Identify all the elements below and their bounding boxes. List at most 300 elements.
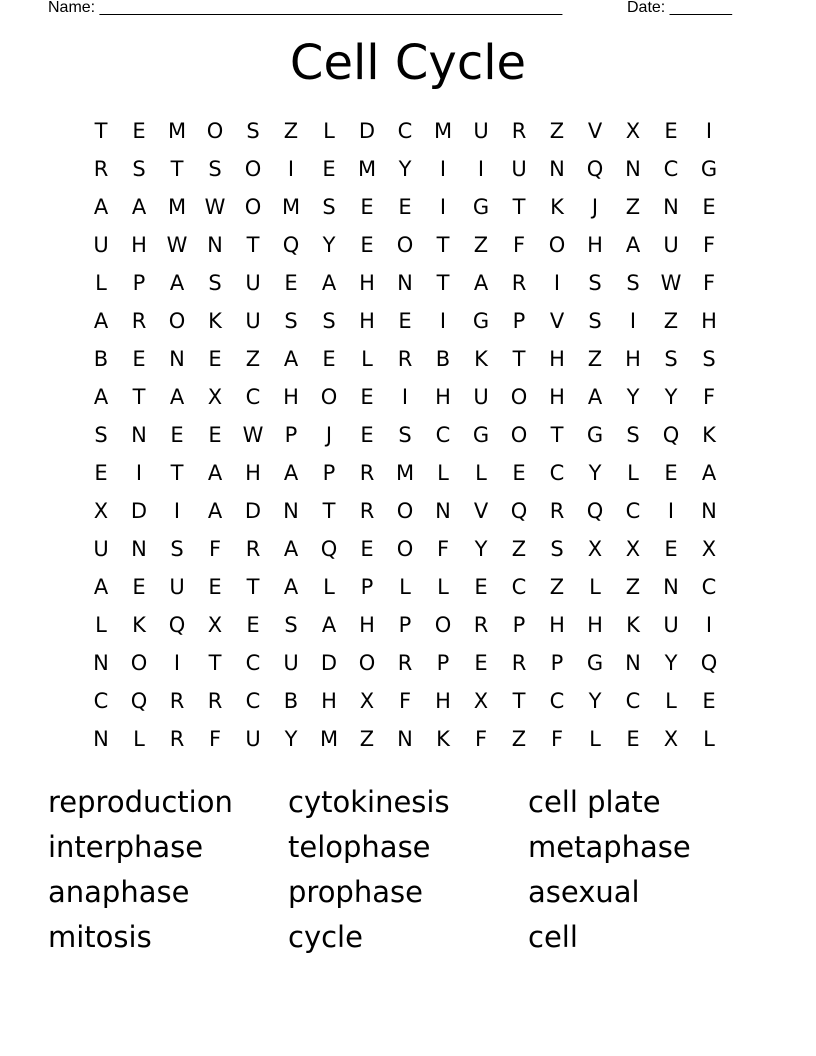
grid-letter: H xyxy=(625,347,641,371)
grid-letter: A xyxy=(625,233,641,257)
grid-letter: P xyxy=(512,309,526,333)
grid-letter: E xyxy=(702,689,716,713)
grid-letter: Q xyxy=(282,233,300,257)
grid-letter: I xyxy=(173,651,181,675)
grid-letter: I xyxy=(705,119,713,143)
grid-letter: V xyxy=(473,499,489,523)
grid-letter: S xyxy=(284,613,298,637)
grid-letter: P xyxy=(284,423,298,447)
grid-letter: R xyxy=(207,689,223,713)
grid-letter: S xyxy=(208,271,222,295)
grid-letter: O xyxy=(320,385,338,409)
grid-letter: R xyxy=(359,499,375,523)
grid-letter: E xyxy=(208,423,222,447)
grid-letter: R xyxy=(511,271,527,295)
grid-letter: E xyxy=(246,613,260,637)
grid-letter: E xyxy=(398,309,412,333)
grid-letter: H xyxy=(435,385,451,409)
grid-letter: F xyxy=(208,727,222,751)
grid-letter: A xyxy=(131,195,147,219)
grid-letter: R xyxy=(397,651,413,675)
grid-row xyxy=(82,226,734,264)
grid-letter: Y xyxy=(322,233,336,257)
grid-letter: T xyxy=(246,233,260,257)
grid-letter: Z xyxy=(625,195,641,219)
grid-letter: M xyxy=(167,119,187,143)
grid-letter: K xyxy=(208,309,222,333)
grid-letter: X xyxy=(625,119,641,143)
grid-letter: Z xyxy=(549,119,565,143)
grid-letter: Z xyxy=(359,727,375,751)
grid-letter: N xyxy=(131,537,147,561)
grid-letter: K xyxy=(702,423,716,447)
grid-letter: H xyxy=(359,309,375,333)
grid-letter: S xyxy=(208,157,222,181)
grid-letter: R xyxy=(169,689,185,713)
grid-letter: E xyxy=(322,347,336,371)
grid-letter: Q xyxy=(168,613,186,637)
grid-letter: C xyxy=(245,651,261,675)
grid-letter: M xyxy=(433,119,453,143)
grid-letter: X xyxy=(473,689,489,713)
grid-letter: H xyxy=(245,461,261,485)
grid-letter: S xyxy=(284,309,298,333)
grid-letter: M xyxy=(357,157,377,181)
grid-letter: T xyxy=(94,119,108,143)
grid-letter: H xyxy=(587,233,603,257)
grid-letter: D xyxy=(320,651,338,675)
grid-letter: R xyxy=(511,119,527,143)
grid-letter: Y xyxy=(588,461,602,485)
grid-letter: A xyxy=(473,271,489,295)
grid-letter: Y xyxy=(626,385,640,409)
grid-letter: S xyxy=(664,347,678,371)
grid-letter: H xyxy=(549,613,565,637)
grid-letter: M xyxy=(281,195,301,219)
grid-letter: M xyxy=(395,461,415,485)
grid-letter: C xyxy=(663,157,679,181)
grid-letter: I xyxy=(553,271,561,295)
grid-letter: A xyxy=(93,195,109,219)
word-bank-item: anaphase xyxy=(48,875,190,909)
grid-letter: G xyxy=(586,423,604,447)
grid-letter: O xyxy=(396,233,414,257)
grid-letter: U xyxy=(473,385,489,409)
grid-letter: S xyxy=(626,423,640,447)
grid-letter: Q xyxy=(510,499,528,523)
grid-letter: N xyxy=(131,423,147,447)
grid-letter: H xyxy=(283,385,299,409)
grid-letter: C xyxy=(511,575,527,599)
grid-letter: N xyxy=(93,727,109,751)
grid-letter: E xyxy=(664,119,678,143)
grid-letter: X xyxy=(207,385,223,409)
grid-letter: C xyxy=(549,461,565,485)
grid-letter: T xyxy=(208,651,222,675)
date-line: Date: _______ xyxy=(627,0,732,16)
grid-letter: A xyxy=(283,347,299,371)
grid-letter: P xyxy=(512,613,526,637)
grid-letter: N xyxy=(435,499,451,523)
grid-letter: S xyxy=(132,157,146,181)
grid-letter: A xyxy=(283,461,299,485)
grid-letter: A xyxy=(207,499,223,523)
grid-letter: P xyxy=(398,613,412,637)
grid-letter: O xyxy=(130,651,148,675)
grid-letter: U xyxy=(473,119,489,143)
grid-letter: A xyxy=(93,385,109,409)
grid-letter: R xyxy=(473,613,489,637)
grid-letter: O xyxy=(548,233,566,257)
grid-row xyxy=(82,302,734,340)
grid-letter: N xyxy=(283,499,299,523)
grid-letter: U xyxy=(511,157,527,181)
grid-letter: K xyxy=(474,347,488,371)
grid-letter: Y xyxy=(588,689,602,713)
grid-letter: G xyxy=(472,423,490,447)
grid-letter: O xyxy=(168,309,186,333)
grid-letter: F xyxy=(398,689,412,713)
grid-letter: K xyxy=(550,195,564,219)
grid-letter: X xyxy=(625,537,641,561)
grid-letter: J xyxy=(325,423,333,447)
grid-letter: T xyxy=(170,461,184,485)
grid-letter: Z xyxy=(511,537,527,561)
grid-letter: K xyxy=(626,613,640,637)
grid-letter: Z xyxy=(511,727,527,751)
grid-letter: S xyxy=(322,195,336,219)
grid-letter: H xyxy=(701,309,717,333)
grid-letter: S xyxy=(702,347,716,371)
grid-letter: A xyxy=(321,613,337,637)
grid-row xyxy=(82,606,734,644)
grid-row xyxy=(82,720,734,758)
grid-letter: Z xyxy=(473,233,489,257)
grid-letter: D xyxy=(244,499,262,523)
grid-letter: G xyxy=(472,195,490,219)
grid-letter: O xyxy=(244,157,262,181)
grid-row xyxy=(82,682,734,720)
grid-letter: A xyxy=(93,575,109,599)
grid-letter: B xyxy=(435,347,451,371)
grid-letter: A xyxy=(169,271,185,295)
grid-letter: N xyxy=(93,651,109,675)
grid-letter: R xyxy=(245,537,261,561)
grid-row xyxy=(82,188,734,226)
grid-letter: C xyxy=(701,575,717,599)
grid-letter: U xyxy=(169,575,185,599)
grid-letter: Q xyxy=(700,651,718,675)
grid-letter: T xyxy=(246,575,260,599)
grid-letter: N xyxy=(625,651,641,675)
grid-letter: S xyxy=(322,309,336,333)
grid-letter: C xyxy=(93,689,109,713)
grid-letter: C xyxy=(245,689,261,713)
grid-letter: T xyxy=(436,233,450,257)
grid-letter: X xyxy=(359,689,375,713)
grid-letter: I xyxy=(439,195,447,219)
grid-row xyxy=(82,492,734,530)
grid-letter: H xyxy=(321,689,337,713)
grid-letter: W xyxy=(166,233,188,257)
grid-letter: Y xyxy=(664,651,678,675)
grid-letter: A xyxy=(321,271,337,295)
grid-letter: L xyxy=(95,613,107,637)
grid-letter: P xyxy=(550,651,564,675)
grid-letter: T xyxy=(170,157,184,181)
grid-letter: H xyxy=(435,689,451,713)
grid-letter: I xyxy=(629,309,637,333)
grid-letter: U xyxy=(663,613,679,637)
grid-letter: N xyxy=(549,157,565,181)
grid-letter: Q xyxy=(586,499,604,523)
word-bank xyxy=(0,780,816,970)
grid-letter: I xyxy=(135,461,143,485)
grid-letter: A xyxy=(587,385,603,409)
grid-row xyxy=(82,530,734,568)
grid-letter: B xyxy=(283,689,299,713)
grid-letter: E xyxy=(94,461,108,485)
grid-letter: G xyxy=(700,157,718,181)
grid-letter: U xyxy=(283,651,299,675)
grid-letter: R xyxy=(131,309,147,333)
grid-letter: A xyxy=(93,309,109,333)
word-bank-item: cell plate xyxy=(528,785,661,819)
word-bank-item: reproduction xyxy=(48,785,233,819)
grid-letter: A xyxy=(701,461,717,485)
grid-letter: Z xyxy=(625,575,641,599)
grid-letter: E xyxy=(360,385,374,409)
grid-letter: E xyxy=(284,271,298,295)
grid-letter: W xyxy=(242,423,264,447)
grid-letter: T xyxy=(550,423,564,447)
grid-letter: M xyxy=(319,727,339,751)
grid-letter: Y xyxy=(284,727,298,751)
grid-row xyxy=(82,568,734,606)
grid-letter: D xyxy=(358,119,376,143)
word-bank-item: mitosis xyxy=(48,920,152,954)
grid-letter: W xyxy=(660,271,682,295)
grid-letter: C xyxy=(549,689,565,713)
grid-letter: N xyxy=(397,727,413,751)
grid-letter: H xyxy=(131,233,147,257)
grid-letter: S xyxy=(588,309,602,333)
grid-letter: Q xyxy=(320,537,338,561)
grid-letter: L xyxy=(475,461,487,485)
grid-letter: N xyxy=(397,271,413,295)
grid-letter: E xyxy=(626,727,640,751)
grid-letter: L xyxy=(589,575,601,599)
page-title: Cell Cycle xyxy=(289,35,527,91)
grid-letter: S xyxy=(246,119,260,143)
grid-row xyxy=(82,378,734,416)
grid-letter: N xyxy=(663,195,679,219)
grid-letter: N xyxy=(169,347,185,371)
grid-letter: N xyxy=(625,157,641,181)
grid-letter: X xyxy=(587,537,603,561)
grid-letter: A xyxy=(207,461,223,485)
grid-letter: N xyxy=(663,575,679,599)
grid-letter: E xyxy=(360,195,374,219)
grid-letter: I xyxy=(173,499,181,523)
grid-letter: R xyxy=(511,651,527,675)
grid-letter: L xyxy=(437,461,449,485)
grid-letter: T xyxy=(512,195,526,219)
grid-letter: U xyxy=(663,233,679,257)
grid-letter: S xyxy=(626,271,640,295)
grid-letter: L xyxy=(95,271,107,295)
grid-letter: E xyxy=(360,537,374,561)
grid-letter: U xyxy=(245,309,261,333)
grid-letter: O xyxy=(244,195,262,219)
grid-letter: H xyxy=(549,347,565,371)
grid-letter: E xyxy=(474,575,488,599)
grid-letter: L xyxy=(703,727,715,751)
word-bank-item: cell xyxy=(528,920,578,954)
grid-letter: F xyxy=(208,537,222,561)
grid-letter: W xyxy=(204,195,226,219)
grid-letter: E xyxy=(208,347,222,371)
grid-letter: N xyxy=(207,233,223,257)
grid-letter: S xyxy=(588,271,602,295)
grid-row xyxy=(82,112,734,150)
grid-letter: F xyxy=(702,233,716,257)
grid-letter: C xyxy=(435,423,451,447)
word-bank-item: telophase xyxy=(288,830,431,864)
grid-letter: H xyxy=(359,613,375,637)
grid-letter: E xyxy=(322,157,336,181)
grid-letter: I xyxy=(287,157,295,181)
grid-letter: O xyxy=(510,385,528,409)
grid-letter: C xyxy=(397,119,413,143)
grid-letter: T xyxy=(322,499,336,523)
grid-letter: E xyxy=(664,461,678,485)
grid-letter: I xyxy=(477,157,485,181)
grid-letter: P xyxy=(322,461,336,485)
grid-letter: N xyxy=(701,499,717,523)
grid-letter: R xyxy=(169,727,185,751)
grid-row xyxy=(82,150,734,188)
grid-letter: L xyxy=(437,575,449,599)
grid-letter: O xyxy=(434,613,452,637)
grid-letter: E xyxy=(132,119,146,143)
grid-letter: F xyxy=(512,233,526,257)
grid-letter: F xyxy=(474,727,488,751)
grid-letter: X xyxy=(701,537,717,561)
grid-letter: I xyxy=(705,613,713,637)
grid-letter: O xyxy=(396,499,414,523)
grid-letter: C xyxy=(625,689,641,713)
grid-letter: Y xyxy=(664,385,678,409)
grid-letter: E xyxy=(398,195,412,219)
grid-letter: Q xyxy=(662,423,680,447)
grid-letter: R xyxy=(359,461,375,485)
grid-letter: T xyxy=(512,347,526,371)
grid-letter: I xyxy=(667,499,675,523)
grid-letter: E xyxy=(208,575,222,599)
grid-letter: S xyxy=(170,537,184,561)
grid-letter: I xyxy=(401,385,409,409)
grid-row xyxy=(82,416,734,454)
word-bank-item: metaphase xyxy=(528,830,691,864)
grid-letter: E xyxy=(702,195,716,219)
grid-letter: L xyxy=(323,575,335,599)
grid-row xyxy=(82,264,734,302)
grid-letter: O xyxy=(510,423,528,447)
grid-letter: R xyxy=(93,157,109,181)
grid-letter: K xyxy=(132,613,146,637)
grid-letter: T xyxy=(512,689,526,713)
grid-letter: C xyxy=(245,385,261,409)
grid-letter: O xyxy=(358,651,376,675)
grid-letter: L xyxy=(133,727,145,751)
grid-letter: D xyxy=(130,499,148,523)
word-bank-item: asexual xyxy=(528,875,640,909)
grid-letter: V xyxy=(587,119,603,143)
grid-letter: L xyxy=(323,119,335,143)
grid-letter: A xyxy=(283,537,299,561)
grid-letter: Q xyxy=(130,689,148,713)
grid-letter: Z xyxy=(283,119,299,143)
grid-letter: E xyxy=(664,537,678,561)
grid-letter: Q xyxy=(586,157,604,181)
letter-grid xyxy=(82,112,734,760)
grid-letter: U xyxy=(93,233,109,257)
grid-letter: Z xyxy=(587,347,603,371)
word-bank-item: cytokinesis xyxy=(288,785,450,819)
grid-letter: R xyxy=(397,347,413,371)
grid-letter: T xyxy=(132,385,146,409)
grid-letter: G xyxy=(472,309,490,333)
grid-letter: F xyxy=(436,537,450,561)
grid-letter: S xyxy=(94,423,108,447)
grid-letter: E xyxy=(132,575,146,599)
grid-letter: G xyxy=(586,651,604,675)
grid-letter: C xyxy=(625,499,641,523)
grid-letter: H xyxy=(549,385,565,409)
grid-letter: V xyxy=(549,309,565,333)
grid-letter: L xyxy=(665,689,677,713)
grid-letter: M xyxy=(167,195,187,219)
grid-letter: Y xyxy=(474,537,488,561)
grid-letter: K xyxy=(436,727,450,751)
grid-letter: S xyxy=(398,423,412,447)
grid-letter: P xyxy=(132,271,146,295)
grid-letter: X xyxy=(207,613,223,637)
grid-letter: L xyxy=(361,347,373,371)
grid-letter: L xyxy=(627,461,639,485)
grid-row xyxy=(82,340,734,378)
grid-letter: A xyxy=(169,385,185,409)
grid-letter: F xyxy=(702,271,716,295)
grid-row xyxy=(82,644,734,682)
grid-letter: O xyxy=(396,537,414,561)
word-bank-item: prophase xyxy=(288,875,423,909)
grid-letter: Z xyxy=(549,575,565,599)
grid-letter: O xyxy=(206,119,224,143)
grid-letter: F xyxy=(702,385,716,409)
grid-letter: Z xyxy=(663,309,679,333)
grid-letter: U xyxy=(93,537,109,561)
grid-letter: T xyxy=(436,271,450,295)
grid-letter: E xyxy=(360,233,374,257)
grid-letter: U xyxy=(245,271,261,295)
grid-row xyxy=(82,454,734,492)
grid-letter: H xyxy=(587,613,603,637)
grid-letter: Z xyxy=(245,347,261,371)
grid-letter: Y xyxy=(398,157,412,181)
grid-letter: B xyxy=(93,347,109,371)
